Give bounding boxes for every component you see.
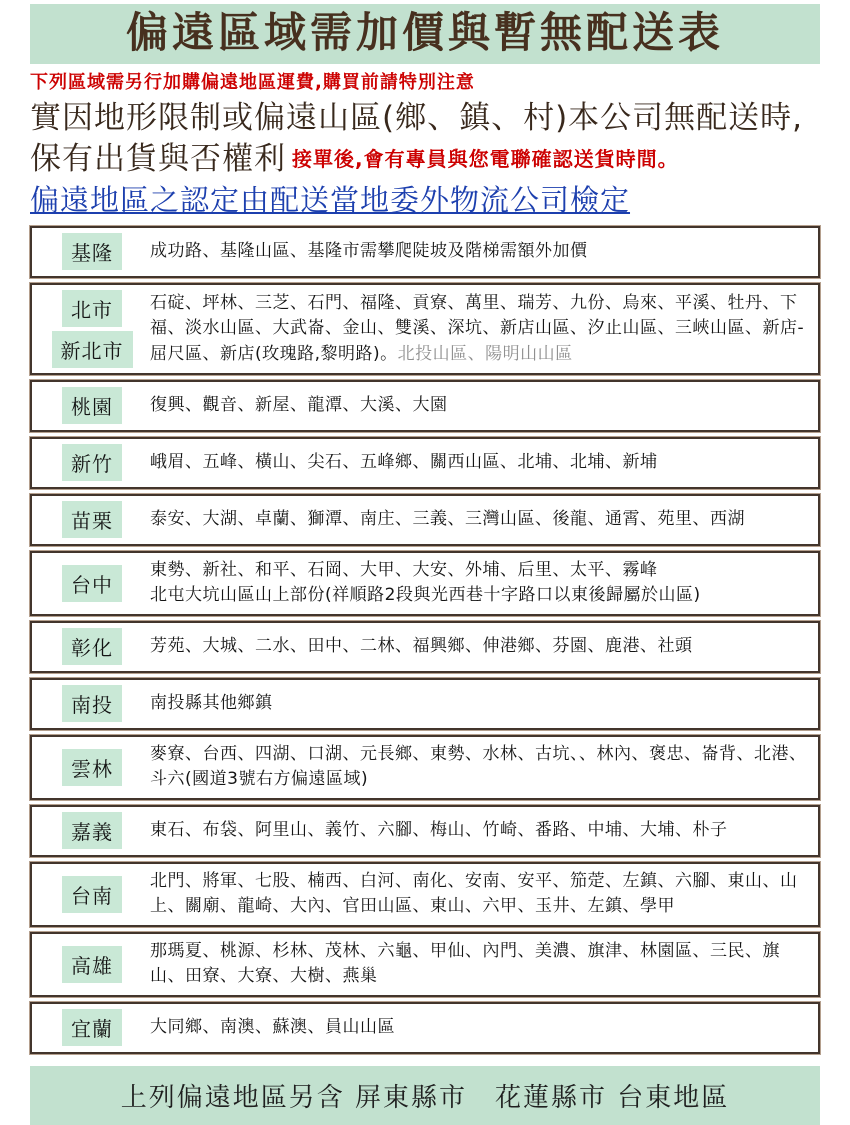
region-badge: 基隆 [62,233,122,270]
table-row-kaohsiung [30,932,820,997]
delivery-table [30,226,820,1054]
region-badge: 高雄 [62,946,122,983]
region-badge: 苗栗 [62,501,122,538]
region-label-column [44,444,140,481]
areas-text: 東石、布袋、阿里山、義竹、六腳、梅山、竹崎、番路、中埔、大埔、朴子 [150,820,728,841]
areas-text: 泰安、大湖、卓蘭、獅潭、南庄、三義、三灣山區、後龍、通霄、苑里、西湖 [150,509,745,530]
footer-note: 上列偏遠地區另含 屏東縣市 花蓮縣市 台東地區 [30,1066,820,1125]
areas-text: 麥寮、台西、四湖、口湖、元長鄉、東勢、水林、古坑、、林內、褒忠、崙背、北港、斗六(國道3號右方偏遠區域) [150,743,807,790]
region-label-column [44,876,140,913]
page-title: 偏遠區域需加價與暫無配送表 [125,8,724,57]
policy-line-2-note: 接單後,會有專員與您電聯確認送貨時間。 [292,147,679,172]
region-areas [150,507,810,533]
region-label-column [44,946,140,983]
table-row-miaoli [30,494,820,546]
region-areas [150,450,810,476]
region-badge: 桃園 [62,387,122,424]
region-label-column [44,685,140,722]
warning-text: 下列區域需另行加購偏遠地區運費,購買前請特別注意 [30,72,475,94]
region-badge: 台中 [62,565,122,602]
region-areas [150,939,810,990]
areas-text: 大同鄉、南澳、蘇澳、員山山區 [150,1017,395,1038]
region-areas [150,291,810,368]
table-row-keelung [30,226,820,278]
table-row-yilan [30,1002,820,1054]
region-label-column [44,501,140,538]
table-row-hsinchu [30,437,820,489]
areas-text-muted: 北投山區、陽明山山區 [397,343,573,364]
region-areas [150,558,810,609]
table-row-changhua [30,621,820,673]
region-badge: 台南 [62,876,122,913]
areas-text: 石碇、坪林、三芝、石門、福隆、貢寮、萬里、瑞芳、九份、烏來、平溪、牡丹、下福、淡水山區、大武崙、金山、雙溪、深坑、新店山區、汐止山區、三峽山區、新店-屈尺區、新店(玫瑰路,黎明路)。 [150,292,805,364]
region-badge: 嘉義 [62,812,122,849]
region-label-column [44,1009,140,1046]
areas-text: 北門、將軍、七股、楠西、白河、南化、安南、安平、笳萣、左鎮、六腳、東山、山上、關廟、龍崎、大內、官田山區、東山、六甲、玉井、左鎮、學甲 [150,870,798,917]
areas-text: 東勢、新社、和平、石岡、大甲、大安、外埔、后里、太平、霧峰 [150,559,658,580]
table-row-taichung [30,551,820,616]
areas-text: 芳苑、大城、二水、田中、二林、福興鄉、伸港鄉、芬園、鹿港、社頭 [150,636,693,657]
region-label-column [44,812,140,849]
areas-text: 那瑪夏、桃源、杉林、茂林、六龜、甲仙、內門、美濃、旗津、林園區、三民、旗山、田寮、大寮、大樹、燕巢 [150,940,780,987]
region-label-column [44,387,140,424]
areas-text: 復興、觀音、新屋、龍潭、大溪、大園 [150,395,448,416]
region-badge: 北市 [62,290,122,327]
region-badge-secondary: 新北市 [52,331,133,368]
region-areas [150,818,810,844]
table-row-chiayi [30,805,820,857]
table-row-nantou [30,678,820,730]
region-label-column [44,749,140,786]
region-areas [150,634,810,660]
policy-line-2 [30,139,820,180]
policy-line-1: 實因地形限制或偏遠山區(鄉、鎮、村)本公司無配送時, [30,100,804,137]
region-badge: 彰化 [62,628,122,665]
region-label-column [44,290,140,368]
region-badge: 雲林 [62,749,122,786]
region-badge: 新竹 [62,444,122,481]
table-row-tainan [30,862,820,927]
region-badge: 宜蘭 [62,1009,122,1046]
policy-line-2-main: 保有出貨與否權利 [30,141,286,178]
table-row-taipei-newtaipei [30,283,820,375]
region-badge: 南投 [62,685,122,722]
table-row-yunlin [30,735,820,800]
policy-line-3-underlined: 偏遠地區之認定由配送當地委外物流公司檢定 [30,183,631,218]
title-banner [30,4,820,64]
areas-text-line2: 北屯大坑山區山上部份(祥順路2段與光西巷十字路口以東後歸屬於山區) [150,585,701,606]
region-areas [150,1015,810,1041]
region-areas [150,869,810,920]
region-label-column [44,565,140,602]
region-label-column [44,233,140,270]
region-areas [150,239,810,265]
region-areas [150,691,810,717]
areas-text: 南投縣其他鄉鎮 [150,693,273,714]
areas-text: 成功路、基隆山區、基隆市需攀爬陡坡及階梯需額外加價 [150,241,588,262]
region-areas [150,393,810,419]
areas-text: 峨眉、五峰、橫山、尖石、五峰鄉、關西山區、北埔、北埔、新埔 [150,452,658,473]
region-areas [150,742,810,793]
region-label-column [44,628,140,665]
table-row-taoyuan [30,380,820,432]
